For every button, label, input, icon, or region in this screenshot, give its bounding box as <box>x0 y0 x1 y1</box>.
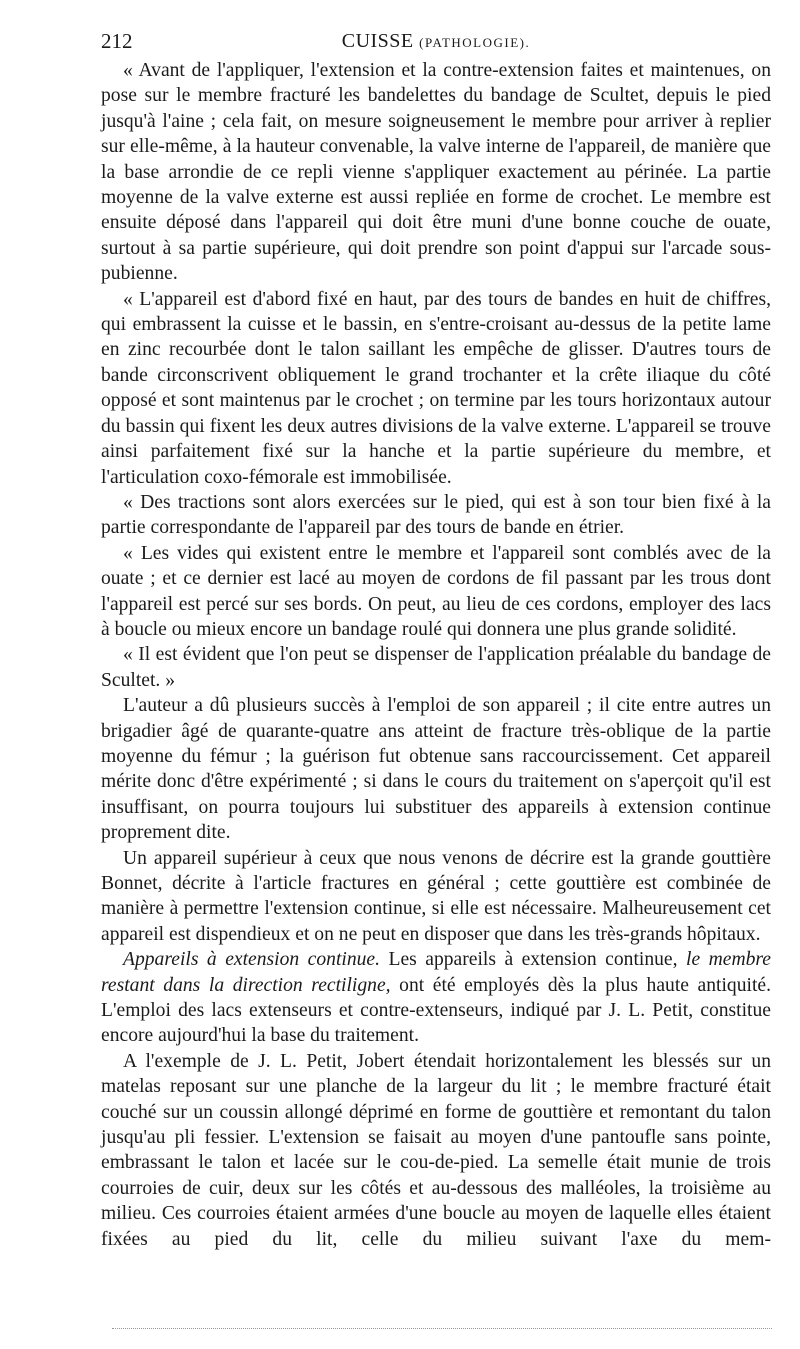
footer-rule <box>112 1328 772 1329</box>
paragraph-extension <box>101 947 771 1049</box>
body-text <box>101 58 771 1252</box>
page-header <box>101 26 771 56</box>
paragraph: « Il est évident que l'on peut se dispenser de l'application préalable du bandage de Scultet. » <box>101 644 771 691</box>
paragraph: Un appareil supérieur à ceux que nous venons de décrire est la grande gouttière Bonnet, décrite à l'article fractures en général ; cette gouttière est combinée de manière à permettre l'extension continue, si elle est nécessaire. Malheureusement cet appareil est dispendieux et on ne peut en disposer que dans les très-grands hôpitaux. <box>101 847 771 945</box>
running-head <box>101 26 771 58</box>
paragraph: « L'appareil est d'abord fixé en haut, par des tours de bandes en huit de chiffres, qui embrassent la cuisse et le bassin, en s'entre-croisant au-dessus de la petite lame en zinc recourbée dont le talon saillant les empêche de glisser. D'autres tours de bande circonscrivent obliquement le grand trochanter et la crête iliaque du côté opposé et sont maintenus par le crochet ; on termine par les tours horizontaux autour du bassin qui fixent les deux autres divisions de la valve externe. L'appareil se trouve ainsi parfaitement fixé sur la hanche et la partie supérieure du membre, et l'articulation coxo-fémorale est immobilisée. <box>101 288 771 488</box>
paragraph: « Les vides qui existent entre le membre et l'appareil sont comblés avec de la ouate ; et ce dernier est lacé au moyen de cordons de fil passant par les trous dont l'appareil est percé sur ses bords. On peut, au lieu de ces cordons, employer des lacs à boucle ou mieux encore un bandage roulé qui donnera une plus grande solidité. <box>101 542 771 640</box>
running-title: CUISSE <box>341 30 414 52</box>
paragraph: « Des tractions sont alors exercées sur le pied, qui est à son tour bien fixé à la partie correspondante de l'appareil par des tours de bande en étrier. <box>101 491 771 539</box>
italic-phrase: le membre restant dans la direction rectiligne, <box>101 949 771 996</box>
paragraph: L'auteur a dû plusieurs succès à l'emploi de son appareil ; il cite entre autres un brigadier âgé de quarante-quatre ans atteint de fracture très-oblique de la partie moyenne du fémur ; la guérison fut obtenue sans raccourcissement. Cet appareil mérite donc d'être expérimenté ; si dans le cours du traitement on s'aperçoit qu'il est insuffisant, on pourra toujours lui substituer des appareils à extension continue proprement dite. <box>101 695 771 844</box>
section-lead: Appareils à extension continue. <box>123 949 381 971</box>
paragraph: « Avant de l'appliquer, l'extension et la contre-extension faites et maintenues, on pose sur le membre fracturé les bandelettes du bandage de Scultet, depuis le pied jusqu'à l'aine ; cela fait, on mesure soigneusement le membre pour arriver à replier sur elle-même, à la hauteur convenable, la valve interne de l'appareil, de manière que la base arrondie de ce repli vienne s'appliquer exactement au périnée. La partie moyenne de la valve externe est aussi repliée en forme de crochet. Le membre est ensuite déposé dans l'appareil qui doit être muni d'une bonne couche de ouate, surtout à sa partie supérieure, qui doit prendre son point d'appui sur l'arcade sous-pubienne. <box>101 60 771 285</box>
document-page <box>101 26 771 1252</box>
paragraph-text: ont été employés dès la plus haute antiquité. L'emploi des lacs extenseurs et contre-extenseurs, indiqué par J. L. Petit, constitue encore aujourd'hui la base du traitement. <box>101 974 771 1047</box>
paragraph-text: Les appareils à extension continue, <box>380 949 686 971</box>
page-number: 212 <box>101 29 133 53</box>
running-subtitle: (PATHOLOGIE). <box>419 35 531 50</box>
paragraph: A l'exemple de J. L. Petit, Jobert étendait horizontalement les blessés sur un matelas reposant sur une planche de la largeur du lit ; le membre fracturé était couché sur un coussin allongé déprimé en forme de gouttière et remontant du talon jusqu'au pli fessier. L'extension se faisait au moyen d'une pantoufle sans pointe, embrassant le talon et lacée sur le cou-de-pied. La semelle était munie de trois courroies de cuir, deux sur les côtés et au-dessous des malléoles, la troisième au milieu. Ces courroies étaient armées d'une boucle au moyen de laquelle elles étaient fixées au pied du lit, celle du milieu suivant l'axe du mem- <box>101 1050 771 1250</box>
